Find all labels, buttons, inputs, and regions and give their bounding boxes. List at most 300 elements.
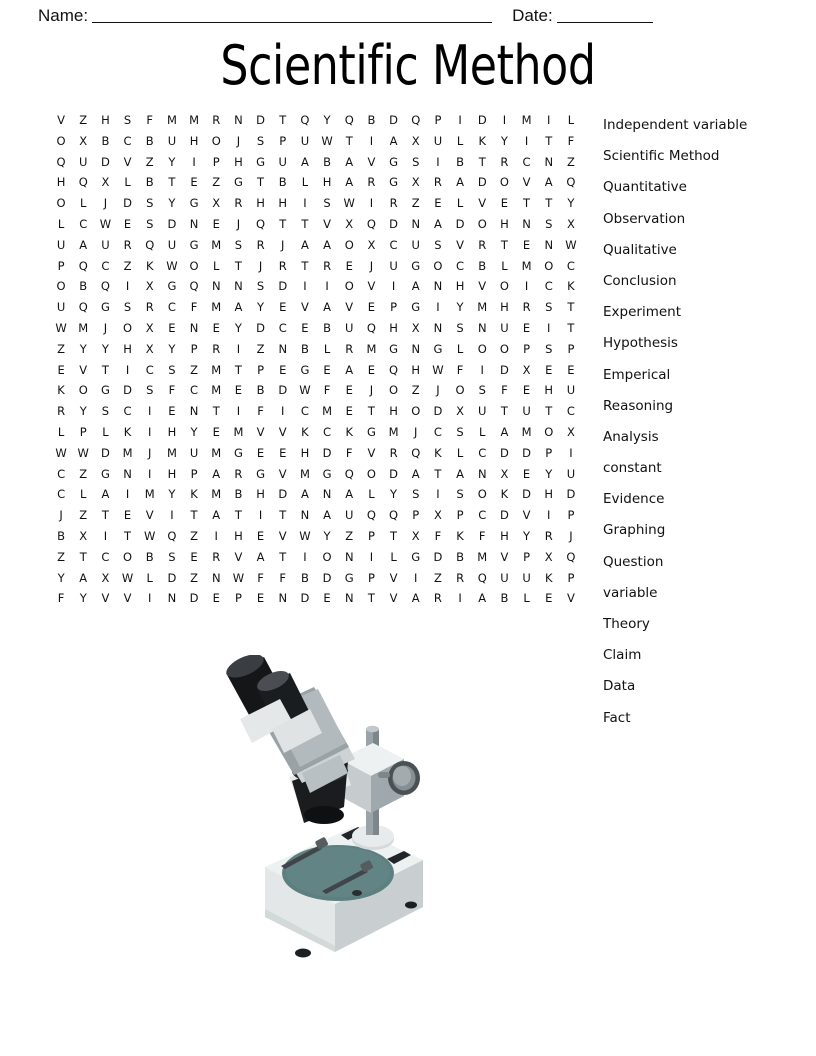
grid-cell[interactable]: N: [411, 341, 421, 356]
grid-cell[interactable]: A: [500, 424, 509, 439]
grid-cell[interactable]: D: [522, 445, 531, 460]
grid-cell[interactable]: F: [345, 445, 353, 460]
grid-cell[interactable]: Y: [323, 113, 331, 127]
grid-cell[interactable]: L: [323, 341, 331, 356]
grid-cell[interactable]: Y: [234, 320, 242, 335]
grid-cell[interactable]: D: [189, 591, 199, 606]
grid-cell[interactable]: W: [299, 383, 311, 398]
grid-cell[interactable]: X: [433, 508, 442, 523]
grid-cell[interactable]: U: [167, 133, 177, 148]
grid-cell[interactable]: T: [279, 216, 287, 231]
grid-cell[interactable]: X: [79, 528, 88, 543]
grid-cell[interactable]: T: [434, 466, 442, 481]
grid-cell[interactable]: V: [522, 508, 531, 523]
grid-cell[interactable]: R: [57, 404, 66, 419]
grid-cell[interactable]: X: [522, 362, 531, 377]
grid-cell[interactable]: G: [300, 362, 310, 377]
grid-cell[interactable]: I: [148, 466, 152, 481]
grid-cell[interactable]: K: [456, 528, 464, 543]
grid-cell[interactable]: E: [212, 216, 220, 231]
grid-cell[interactable]: D: [389, 466, 398, 481]
grid-cell[interactable]: L: [102, 424, 109, 439]
grid-cell[interactable]: T: [545, 196, 553, 211]
grid-cell[interactable]: V: [278, 466, 287, 481]
grid-cell[interactable]: S: [412, 487, 420, 502]
grid-cell[interactable]: B: [323, 154, 332, 169]
grid-cell[interactable]: J: [369, 258, 374, 273]
grid-cell[interactable]: C: [101, 258, 110, 273]
grid-cell[interactable]: G: [322, 466, 332, 481]
grid-cell[interactable]: Z: [79, 113, 88, 127]
grid-cell[interactable]: Y: [523, 528, 531, 543]
grid-cell[interactable]: B: [145, 175, 154, 190]
grid-cell[interactable]: E: [123, 216, 132, 231]
grid-cell[interactable]: Z: [256, 341, 265, 356]
grid-cell[interactable]: M: [299, 466, 310, 481]
grid-cell[interactable]: X: [101, 570, 110, 585]
grid-cell[interactable]: O: [322, 549, 332, 564]
grid-cell[interactable]: S: [168, 549, 176, 564]
grid-cell[interactable]: D: [167, 570, 177, 585]
grid-cell[interactable]: C: [433, 424, 442, 439]
grid-cell[interactable]: O: [56, 133, 66, 148]
grid-cell[interactable]: D: [256, 320, 265, 335]
grid-cell[interactable]: P: [57, 258, 65, 273]
grid-cell[interactable]: C: [478, 508, 487, 523]
grid-cell[interactable]: H: [56, 175, 66, 190]
grid-cell[interactable]: J: [436, 383, 440, 398]
grid-cell[interactable]: V: [145, 508, 154, 523]
word-list-item[interactable]: Question: [603, 553, 664, 570]
grid-cell[interactable]: M: [477, 300, 488, 315]
grid-cell[interactable]: X: [456, 404, 465, 419]
word-list-item[interactable]: variable: [603, 584, 658, 601]
grid-cell[interactable]: P: [367, 570, 375, 585]
grid-cell[interactable]: X: [367, 237, 376, 252]
grid-cell[interactable]: I: [369, 196, 374, 211]
grid-cell[interactable]: X: [101, 175, 110, 190]
grid-cell[interactable]: Y: [257, 300, 265, 315]
grid-cell[interactable]: I: [281, 404, 285, 419]
grid-cell[interactable]: I: [502, 113, 507, 127]
grid-cell[interactable]: T: [234, 508, 242, 523]
grid-cell[interactable]: E: [190, 549, 198, 564]
word-list-item[interactable]: Emperical: [603, 366, 671, 383]
grid-cell[interactable]: R: [212, 549, 221, 564]
grid-cell[interactable]: W: [166, 258, 178, 273]
grid-cell[interactable]: N: [433, 320, 443, 335]
grid-cell[interactable]: E: [212, 591, 220, 606]
grid-cell[interactable]: Q: [389, 362, 399, 377]
grid-cell[interactable]: Y: [168, 196, 176, 211]
grid-cell[interactable]: L: [390, 549, 397, 564]
grid-cell[interactable]: V: [345, 300, 354, 315]
grid-cell[interactable]: W: [565, 237, 577, 252]
grid-cell[interactable]: M: [211, 383, 222, 398]
grid-cell[interactable]: E: [323, 591, 331, 606]
grid-cell[interactable]: Q: [566, 175, 576, 190]
grid-cell[interactable]: N: [211, 570, 221, 585]
grid-cell[interactable]: T: [390, 528, 398, 543]
grid-cell[interactable]: Q: [566, 549, 576, 564]
grid-cell[interactable]: X: [212, 196, 221, 211]
grid-cell[interactable]: V: [367, 279, 376, 294]
grid-cell[interactable]: C: [79, 216, 88, 231]
grid-cell[interactable]: W: [321, 133, 333, 148]
grid-cell[interactable]: U: [300, 133, 310, 148]
grid-cell[interactable]: I: [125, 487, 130, 502]
grid-cell[interactable]: Z: [190, 528, 199, 543]
grid-cell[interactable]: D: [477, 175, 487, 190]
grid-cell[interactable]: W: [55, 445, 67, 460]
grid-cell[interactable]: H: [544, 383, 554, 398]
grid-cell[interactable]: B: [256, 383, 265, 398]
grid-cell[interactable]: V: [389, 591, 398, 606]
grid-cell[interactable]: H: [500, 528, 509, 543]
grid-cell[interactable]: S: [456, 320, 464, 335]
grid-cell[interactable]: X: [145, 320, 154, 335]
grid-cell[interactable]: E: [522, 237, 531, 252]
grid-cell[interactable]: E: [57, 362, 65, 377]
grid-cell[interactable]: V: [367, 154, 376, 169]
grid-cell[interactable]: V: [101, 591, 110, 606]
grid-cell[interactable]: Z: [190, 362, 199, 377]
grid-cell[interactable]: O: [389, 383, 399, 398]
grid-cell[interactable]: A: [456, 466, 464, 481]
grid-cell[interactable]: H: [101, 113, 110, 127]
date-write-in-line[interactable]: [557, 8, 653, 23]
grid-cell[interactable]: F: [168, 383, 176, 398]
grid-cell[interactable]: R: [212, 341, 221, 356]
grid-cell[interactable]: T: [101, 508, 109, 523]
word-list-item[interactable]: Scientific Method: [603, 148, 720, 165]
grid-cell[interactable]: K: [500, 487, 509, 502]
name-write-in-line[interactable]: [92, 8, 492, 23]
grid-cell[interactable]: R: [389, 196, 398, 211]
grid-cell[interactable]: V: [500, 549, 509, 564]
grid-cell[interactable]: C: [544, 279, 553, 294]
grid-cell[interactable]: W: [144, 528, 156, 543]
grid-cell[interactable]: B: [145, 133, 154, 148]
grid-cell[interactable]: S: [256, 133, 265, 148]
grid-cell[interactable]: G: [389, 154, 399, 169]
grid-cell[interactable]: M: [521, 424, 532, 439]
grid-cell[interactable]: T: [124, 528, 132, 543]
grid-cell[interactable]: Z: [212, 175, 221, 190]
grid-cell[interactable]: H: [167, 424, 177, 439]
grid-cell[interactable]: A: [212, 508, 221, 523]
grid-cell[interactable]: I: [148, 424, 152, 439]
grid-cell[interactable]: L: [80, 487, 87, 502]
word-list-item[interactable]: Hypothesis: [603, 335, 678, 352]
grid-cell[interactable]: K: [567, 279, 575, 294]
grid-cell[interactable]: G: [100, 466, 110, 481]
grid-cell[interactable]: I: [325, 279, 329, 294]
grid-cell[interactable]: S: [478, 383, 486, 398]
grid-cell[interactable]: I: [369, 133, 374, 148]
grid-cell[interactable]: I: [170, 508, 174, 523]
grid-cell[interactable]: E: [567, 362, 575, 377]
grid-cell[interactable]: S: [123, 113, 132, 127]
grid-cell[interactable]: A: [433, 216, 442, 231]
grid-cell[interactable]: E: [434, 196, 442, 211]
grid-cell[interactable]: R: [522, 300, 531, 315]
grid-cell[interactable]: S: [146, 383, 154, 398]
grid-cell[interactable]: A: [456, 175, 464, 190]
grid-cell[interactable]: X: [411, 175, 420, 190]
grid-cell[interactable]: S: [412, 154, 420, 169]
grid-cell[interactable]: F: [434, 528, 442, 543]
grid-cell[interactable]: I: [458, 113, 462, 127]
grid-cell[interactable]: T: [367, 591, 375, 606]
grid-cell[interactable]: X: [411, 133, 420, 148]
grid-cell[interactable]: C: [522, 154, 531, 169]
grid-cell[interactable]: C: [57, 466, 66, 481]
grid-cell[interactable]: E: [234, 383, 243, 398]
grid-cell[interactable]: X: [145, 341, 154, 356]
grid-cell[interactable]: N: [433, 279, 443, 294]
grid-cell[interactable]: E: [256, 528, 265, 543]
grid-cell[interactable]: I: [458, 591, 462, 606]
grid-cell[interactable]: D: [389, 216, 398, 231]
grid-cell[interactable]: D: [389, 113, 398, 127]
grid-cell[interactable]: P: [234, 591, 242, 606]
grid-cell[interactable]: L: [456, 341, 464, 356]
grid-cell[interactable]: U: [101, 237, 110, 252]
word-list-item[interactable]: Observation: [603, 210, 686, 227]
grid-cell[interactable]: C: [566, 258, 575, 273]
grid-cell[interactable]: D: [123, 196, 132, 211]
grid-cell[interactable]: E: [545, 362, 553, 377]
grid-cell[interactable]: G: [189, 237, 199, 252]
grid-cell[interactable]: A: [411, 466, 420, 481]
grid-cell[interactable]: P: [79, 424, 87, 439]
grid-cell[interactable]: A: [345, 154, 354, 169]
grid-cell[interactable]: B: [79, 279, 88, 294]
grid-cell[interactable]: K: [301, 424, 309, 439]
grid-cell[interactable]: A: [323, 237, 331, 252]
word-list-item[interactable]: Analysis: [603, 428, 659, 445]
grid-cell[interactable]: G: [256, 466, 266, 481]
grid-cell[interactable]: Q: [189, 279, 199, 294]
grid-cell[interactable]: D: [167, 216, 177, 231]
grid-cell[interactable]: H: [256, 196, 265, 211]
grid-cell[interactable]: R: [123, 237, 132, 252]
grid-cell[interactable]: E: [367, 300, 376, 315]
grid-cell[interactable]: Q: [256, 216, 266, 231]
grid-cell[interactable]: Z: [411, 196, 420, 211]
grid-cell[interactable]: N: [278, 591, 288, 606]
grid-cell[interactable]: B: [101, 133, 110, 148]
grid-cell[interactable]: S: [545, 300, 553, 315]
grid-cell[interactable]: V: [456, 237, 464, 252]
grid-cell[interactable]: S: [168, 362, 176, 377]
grid-cell[interactable]: P: [190, 341, 198, 356]
grid-cell[interactable]: A: [411, 591, 420, 606]
grid-cell[interactable]: I: [125, 362, 130, 377]
grid-cell[interactable]: H: [500, 216, 509, 231]
grid-cell[interactable]: F: [501, 383, 508, 398]
grid-cell[interactable]: I: [547, 113, 551, 127]
grid-cell[interactable]: T: [168, 175, 176, 190]
grid-cell[interactable]: B: [300, 570, 309, 585]
grid-cell[interactable]: E: [212, 424, 220, 439]
grid-cell[interactable]: P: [567, 508, 575, 523]
grid-cell[interactable]: X: [79, 133, 88, 148]
grid-cell[interactable]: E: [168, 404, 176, 419]
grid-cell[interactable]: T: [301, 216, 309, 231]
grid-cell[interactable]: V: [389, 570, 398, 585]
grid-cell[interactable]: G: [433, 341, 443, 356]
grid-cell[interactable]: D: [278, 383, 288, 398]
grid-cell[interactable]: R: [145, 300, 154, 315]
grid-cell[interactable]: D: [499, 445, 509, 460]
grid-cell[interactable]: E: [545, 591, 553, 606]
grid-cell[interactable]: O: [411, 404, 421, 419]
grid-cell[interactable]: U: [500, 570, 509, 585]
grid-cell[interactable]: H: [322, 175, 332, 190]
grid-cell[interactable]: C: [123, 133, 132, 148]
grid-cell[interactable]: P: [190, 466, 198, 481]
grid-cell[interactable]: R: [278, 258, 287, 273]
grid-cell[interactable]: S: [256, 279, 265, 294]
grid-cell[interactable]: Q: [300, 113, 310, 127]
grid-cell[interactable]: E: [212, 320, 220, 335]
grid-cell[interactable]: Q: [100, 279, 110, 294]
grid-cell[interactable]: U: [345, 320, 354, 335]
grid-cell[interactable]: Y: [567, 196, 575, 211]
word-list-item[interactable]: Data: [603, 678, 636, 695]
grid-cell[interactable]: R: [234, 196, 243, 211]
grid-cell[interactable]: H: [500, 300, 509, 315]
grid-cell[interactable]: V: [478, 279, 487, 294]
grid-cell[interactable]: F: [257, 570, 264, 585]
grid-cell[interactable]: H: [300, 445, 310, 460]
grid-cell[interactable]: Q: [167, 528, 177, 543]
grid-cell[interactable]: X: [411, 320, 420, 335]
grid-cell[interactable]: O: [56, 279, 66, 294]
grid-cell[interactable]: O: [123, 320, 133, 335]
grid-cell[interactable]: G: [411, 258, 421, 273]
grid-cell[interactable]: W: [343, 196, 355, 211]
grid-cell[interactable]: X: [566, 216, 575, 231]
grid-cell[interactable]: D: [300, 591, 310, 606]
grid-cell[interactable]: L: [501, 258, 508, 273]
grid-cell[interactable]: L: [368, 487, 375, 502]
grid-cell[interactable]: B: [145, 549, 154, 564]
grid-cell[interactable]: M: [521, 113, 532, 127]
grid-cell[interactable]: O: [499, 175, 509, 190]
grid-cell[interactable]: U: [478, 404, 487, 419]
grid-cell[interactable]: G: [366, 424, 376, 439]
grid-cell[interactable]: D: [566, 487, 576, 502]
grid-cell[interactable]: R: [234, 466, 243, 481]
grid-cell[interactable]: Q: [389, 508, 399, 523]
grid-cell[interactable]: I: [369, 549, 374, 564]
grid-cell[interactable]: V: [57, 113, 66, 127]
grid-cell[interactable]: I: [303, 549, 307, 564]
grid-cell[interactable]: T: [279, 508, 287, 523]
grid-cell[interactable]: G: [411, 300, 421, 315]
grid-cell[interactable]: Y: [79, 341, 87, 356]
grid-cell[interactable]: K: [434, 445, 442, 460]
grid-cell[interactable]: J: [258, 258, 263, 273]
grid-cell[interactable]: M: [211, 362, 222, 377]
grid-cell[interactable]: R: [500, 154, 509, 169]
grid-cell[interactable]: Q: [78, 258, 88, 273]
grid-cell[interactable]: W: [121, 570, 134, 585]
grid-cell[interactable]: E: [345, 383, 353, 398]
grid-cell[interactable]: P: [523, 341, 531, 356]
grid-cell[interactable]: A: [389, 133, 398, 148]
grid-cell[interactable]: O: [499, 279, 509, 294]
grid-cell[interactable]: G: [411, 549, 421, 564]
grid-cell[interactable]: V: [323, 216, 331, 231]
grid-cell[interactable]: C: [389, 237, 398, 252]
grid-cell[interactable]: V: [300, 300, 309, 315]
grid-cell[interactable]: N: [278, 341, 288, 356]
grid-cell[interactable]: I: [436, 300, 440, 315]
grid-cell[interactable]: M: [211, 445, 222, 460]
grid-cell[interactable]: T: [545, 404, 553, 419]
grid-cell[interactable]: J: [103, 320, 108, 335]
grid-cell[interactable]: E: [279, 300, 287, 315]
grid-cell[interactable]: T: [279, 549, 287, 564]
grid-cell[interactable]: Z: [57, 549, 66, 564]
grid-cell[interactable]: N: [300, 508, 310, 523]
grid-cell[interactable]: M: [322, 404, 333, 419]
grid-cell[interactable]: D: [322, 445, 332, 460]
grid-cell[interactable]: U: [566, 383, 576, 398]
grid-cell[interactable]: V: [278, 528, 287, 543]
grid-cell[interactable]: C: [167, 300, 176, 315]
grid-cell[interactable]: J: [369, 383, 374, 398]
word-list-item[interactable]: Experiment: [603, 304, 682, 321]
grid-cell[interactable]: H: [544, 487, 554, 502]
grid-cell[interactable]: S: [545, 341, 553, 356]
word-list-item[interactable]: Claim: [603, 647, 642, 664]
grid-cell[interactable]: I: [436, 154, 440, 169]
grid-cell[interactable]: D: [278, 279, 288, 294]
grid-cell[interactable]: D: [522, 487, 531, 502]
grid-cell[interactable]: Q: [477, 570, 487, 585]
grid-cell[interactable]: Q: [56, 154, 66, 169]
grid-cell[interactable]: I: [547, 320, 551, 335]
grid-cell[interactable]: Q: [78, 300, 88, 315]
grid-cell[interactable]: N: [123, 466, 132, 481]
grid-cell[interactable]: A: [411, 279, 420, 294]
grid-cell[interactable]: G: [233, 445, 243, 460]
grid-cell[interactable]: G: [233, 175, 243, 190]
grid-cell[interactable]: W: [77, 445, 89, 460]
grid-cell[interactable]: J: [59, 508, 63, 523]
grid-cell[interactable]: I: [125, 279, 130, 294]
grid-cell[interactable]: L: [456, 445, 464, 460]
grid-cell[interactable]: E: [522, 466, 531, 481]
grid-cell[interactable]: X: [544, 549, 553, 564]
grid-cell[interactable]: N: [211, 279, 221, 294]
grid-cell[interactable]: I: [258, 508, 263, 523]
grid-cell[interactable]: E: [279, 445, 287, 460]
grid-cell[interactable]: A: [300, 154, 309, 169]
grid-cell[interactable]: T: [523, 196, 531, 211]
grid-cell[interactable]: M: [144, 487, 155, 502]
grid-cell[interactable]: D: [278, 487, 288, 502]
grid-cell[interactable]: U: [278, 154, 287, 169]
grid-cell[interactable]: D: [455, 216, 465, 231]
grid-cell[interactable]: O: [477, 341, 487, 356]
grid-cell[interactable]: Y: [323, 528, 331, 543]
